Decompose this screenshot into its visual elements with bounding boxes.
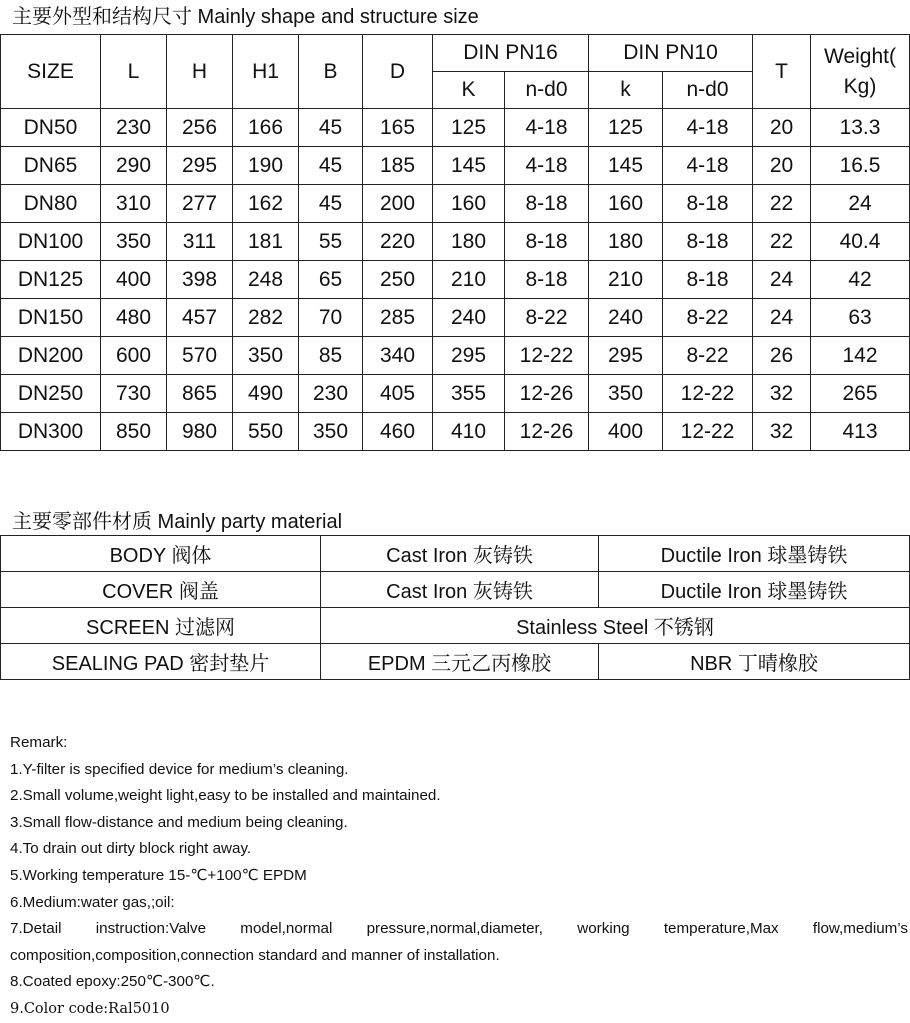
cell-k-pn16: 180 — [433, 223, 505, 261]
header-din-pn10: DIN PN10 — [589, 35, 753, 72]
material-title: 主要零部件材质 Mainly party material — [12, 511, 343, 533]
cover-material-2: Ductile Iron 球墨铸铁 — [599, 572, 910, 608]
cell-d: 250 — [363, 261, 433, 299]
cell-h: 398 — [167, 261, 233, 299]
header-size: SIZE — [1, 35, 101, 109]
cell-d: 340 — [363, 337, 433, 375]
part-cover: COVER 阀盖 — [1, 572, 321, 608]
cell-l: 350 — [101, 223, 167, 261]
cell-l: 230 — [101, 109, 167, 147]
cell-nd0-pn16: 8-18 — [505, 261, 589, 299]
cell-b: 85 — [299, 337, 363, 375]
cell-k-pn10: 400 — [589, 413, 663, 451]
header-weight-line1: Weight( — [824, 44, 896, 68]
header-k-pn16: K — [433, 72, 505, 109]
part-sealing-pad: SEALING PAD 密封垫片 — [1, 644, 321, 680]
cell-d: 185 — [363, 147, 433, 185]
cell-nd0-pn16: 8-18 — [505, 223, 589, 261]
cell-h1: 550 — [233, 413, 299, 451]
cell-h: 295 — [167, 147, 233, 185]
header-h1: H1 — [233, 35, 299, 109]
cell-t: 24 — [753, 299, 811, 337]
screen-material: Stainless Steel 不锈钢 — [321, 608, 910, 644]
cell-nd0-pn16: 12-22 — [505, 337, 589, 375]
material-table — [0, 535, 910, 680]
cell-b: 65 — [299, 261, 363, 299]
remark-1: 1.Y-filter is specified device for medium’s cleaning. — [10, 760, 349, 778]
cell-t: 24 — [753, 261, 811, 299]
cell-l: 850 — [101, 413, 167, 451]
cell-l: 600 — [101, 337, 167, 375]
cell-h1: 248 — [233, 261, 299, 299]
header-din-pn16: DIN PN16 — [433, 35, 589, 72]
table-row — [1, 223, 910, 261]
part-body: BODY 阀体 — [1, 536, 321, 572]
cell-k-pn16: 125 — [433, 109, 505, 147]
cell-nd0-pn16: 12-26 — [505, 413, 589, 451]
sealing-material-2: NBR 丁晴橡胶 — [599, 644, 910, 680]
cell-d: 165 — [363, 109, 433, 147]
cell-t: 20 — [753, 147, 811, 185]
remark-5: 5.Working temperature 15-℃+100℃ EPDM — [10, 866, 307, 884]
cell-k-pn10: 210 — [589, 261, 663, 299]
cell-k-pn10: 350 — [589, 375, 663, 413]
cell-h1: 282 — [233, 299, 299, 337]
cell-h: 457 — [167, 299, 233, 337]
body-material-1: Cast Iron 灰铸铁 — [321, 536, 599, 572]
remark-7-line2: composition,composition,connection standard and manner of installation. — [10, 946, 500, 964]
cell-k-pn10: 240 — [589, 299, 663, 337]
remark-4: 4.To drain out dirty block right away. — [10, 840, 252, 858]
cell-b: 45 — [299, 185, 363, 223]
table-row — [1, 261, 910, 299]
cell-k-pn16: 410 — [433, 413, 505, 451]
cell-h1: 190 — [233, 147, 299, 185]
cell-size: DN100 — [1, 223, 101, 261]
cell-l: 290 — [101, 147, 167, 185]
remark-7-line1: 7.Detail instruction:Valve model,normal pressure,normal,diameter, working temperature,Max flow,medium’s — [10, 920, 908, 938]
part-screen: SCREEN 过滤网 — [1, 608, 321, 644]
remark-6: 6.Medium:water gas,;oil: — [10, 893, 175, 911]
dimensions-title: 主要外型和结构尺寸 Mainly shape and structure size — [12, 6, 479, 28]
cell-d: 460 — [363, 413, 433, 451]
table-row — [1, 299, 910, 337]
cell-nd0-pn10: 8-18 — [663, 185, 753, 223]
cell-nd0-pn16: 4-18 — [505, 147, 589, 185]
cell-weight: 142 — [811, 337, 910, 375]
cell-weight: 40.4 — [811, 223, 910, 261]
cell-nd0-pn16: 8-18 — [505, 185, 589, 223]
cell-size: DN300 — [1, 413, 101, 451]
cell-nd0-pn10: 12-22 — [663, 375, 753, 413]
cell-size: DN200 — [1, 337, 101, 375]
cell-size: DN150 — [1, 299, 101, 337]
cell-size: DN65 — [1, 147, 101, 185]
header-weight-line2: Kg) — [843, 74, 877, 98]
cell-k-pn16: 160 — [433, 185, 505, 223]
cell-k-pn10: 160 — [589, 185, 663, 223]
cell-h: 980 — [167, 413, 233, 451]
dimensions-table — [0, 34, 910, 451]
cell-t: 26 — [753, 337, 811, 375]
header-h: H — [167, 35, 233, 109]
cell-h: 311 — [167, 223, 233, 261]
cell-weight: 63 — [811, 299, 910, 337]
header-b: B — [299, 35, 363, 109]
cell-l: 400 — [101, 261, 167, 299]
material-row-body — [1, 536, 910, 572]
cell-k-pn16: 295 — [433, 337, 505, 375]
remark-3: 3.Small flow-distance and medium being cleaning. — [10, 813, 348, 831]
header-d: D — [363, 35, 433, 109]
cell-l: 310 — [101, 185, 167, 223]
cell-l: 730 — [101, 375, 167, 413]
cell-h: 277 — [167, 185, 233, 223]
cover-material-1: Cast Iron 灰铸铁 — [321, 572, 599, 608]
cell-k-pn10: 295 — [589, 337, 663, 375]
remarks-heading: Remark: — [10, 734, 68, 751]
material-row-cover — [1, 572, 910, 608]
table-row — [1, 147, 910, 185]
cell-h: 256 — [167, 109, 233, 147]
cell-k-pn10: 180 — [589, 223, 663, 261]
remarks — [10, 730, 908, 1023]
cell-k-pn10: 125 — [589, 109, 663, 147]
cell-d: 220 — [363, 223, 433, 261]
cell-nd0-pn10: 8-22 — [663, 299, 753, 337]
cell-b: 230 — [299, 375, 363, 413]
cell-weight: 42 — [811, 261, 910, 299]
cell-t: 20 — [753, 109, 811, 147]
cell-weight: 265 — [811, 375, 910, 413]
cell-b: 350 — [299, 413, 363, 451]
cell-k-pn10: 145 — [589, 147, 663, 185]
remark-8: 8.Coated epoxy:250℃-300℃. — [10, 973, 215, 991]
cell-size: DN80 — [1, 185, 101, 223]
cell-d: 200 — [363, 185, 433, 223]
table-row — [1, 337, 910, 375]
body-material-2: Ductile Iron 球墨铸铁 — [599, 536, 910, 572]
cell-h1: 166 — [233, 109, 299, 147]
cell-weight: 24 — [811, 185, 910, 223]
cell-l: 480 — [101, 299, 167, 337]
cell-nd0-pn10: 8-18 — [663, 223, 753, 261]
header-k-pn10: k — [589, 72, 663, 109]
cell-weight: 13.3 — [811, 109, 910, 147]
cell-size: DN50 — [1, 109, 101, 147]
table-row — [1, 375, 910, 413]
table-row — [1, 109, 910, 147]
cell-b: 45 — [299, 147, 363, 185]
cell-b: 70 — [299, 299, 363, 337]
cell-d: 405 — [363, 375, 433, 413]
remark-9: 9.Color code:Ral5010 — [10, 1000, 170, 1017]
cell-k-pn16: 240 — [433, 299, 505, 337]
cell-nd0-pn10: 4-18 — [663, 109, 753, 147]
cell-t: 22 — [753, 185, 811, 223]
cell-nd0-pn10: 8-18 — [663, 261, 753, 299]
remark-2: 2.Small volume,weight light,easy to be installed and maintained. — [10, 787, 441, 805]
header-weight — [811, 35, 910, 109]
cell-t: 22 — [753, 223, 811, 261]
sealing-material-1: EPDM 三元乙丙橡胶 — [321, 644, 599, 680]
cell-b: 45 — [299, 109, 363, 147]
header-nd0-pn10: n-d0 — [663, 72, 753, 109]
cell-size: DN125 — [1, 261, 101, 299]
table-row — [1, 413, 910, 451]
cell-nd0-pn16: 12-26 — [505, 375, 589, 413]
cell-k-pn16: 210 — [433, 261, 505, 299]
cell-t: 32 — [753, 375, 811, 413]
cell-d: 285 — [363, 299, 433, 337]
cell-nd0-pn16: 8-22 — [505, 299, 589, 337]
header-t: T — [753, 35, 811, 109]
cell-h: 865 — [167, 375, 233, 413]
table-row — [1, 185, 910, 223]
header-l: L — [101, 35, 167, 109]
cell-t: 32 — [753, 413, 811, 451]
cell-weight: 413 — [811, 413, 910, 451]
material-row-sealing — [1, 644, 910, 680]
dimensions-body — [1, 109, 910, 451]
cell-nd0-pn10: 4-18 — [663, 147, 753, 185]
cell-h1: 162 — [233, 185, 299, 223]
cell-h1: 490 — [233, 375, 299, 413]
cell-k-pn16: 145 — [433, 147, 505, 185]
cell-nd0-pn16: 4-18 — [505, 109, 589, 147]
cell-h1: 350 — [233, 337, 299, 375]
cell-k-pn16: 355 — [433, 375, 505, 413]
cell-nd0-pn10: 12-22 — [663, 413, 753, 451]
cell-h: 570 — [167, 337, 233, 375]
cell-b: 55 — [299, 223, 363, 261]
cell-h1: 181 — [233, 223, 299, 261]
cell-nd0-pn10: 8-22 — [663, 337, 753, 375]
cell-size: DN250 — [1, 375, 101, 413]
cell-weight: 16.5 — [811, 147, 910, 185]
material-row-screen — [1, 608, 910, 644]
header-nd0-pn16: n-d0 — [505, 72, 589, 109]
